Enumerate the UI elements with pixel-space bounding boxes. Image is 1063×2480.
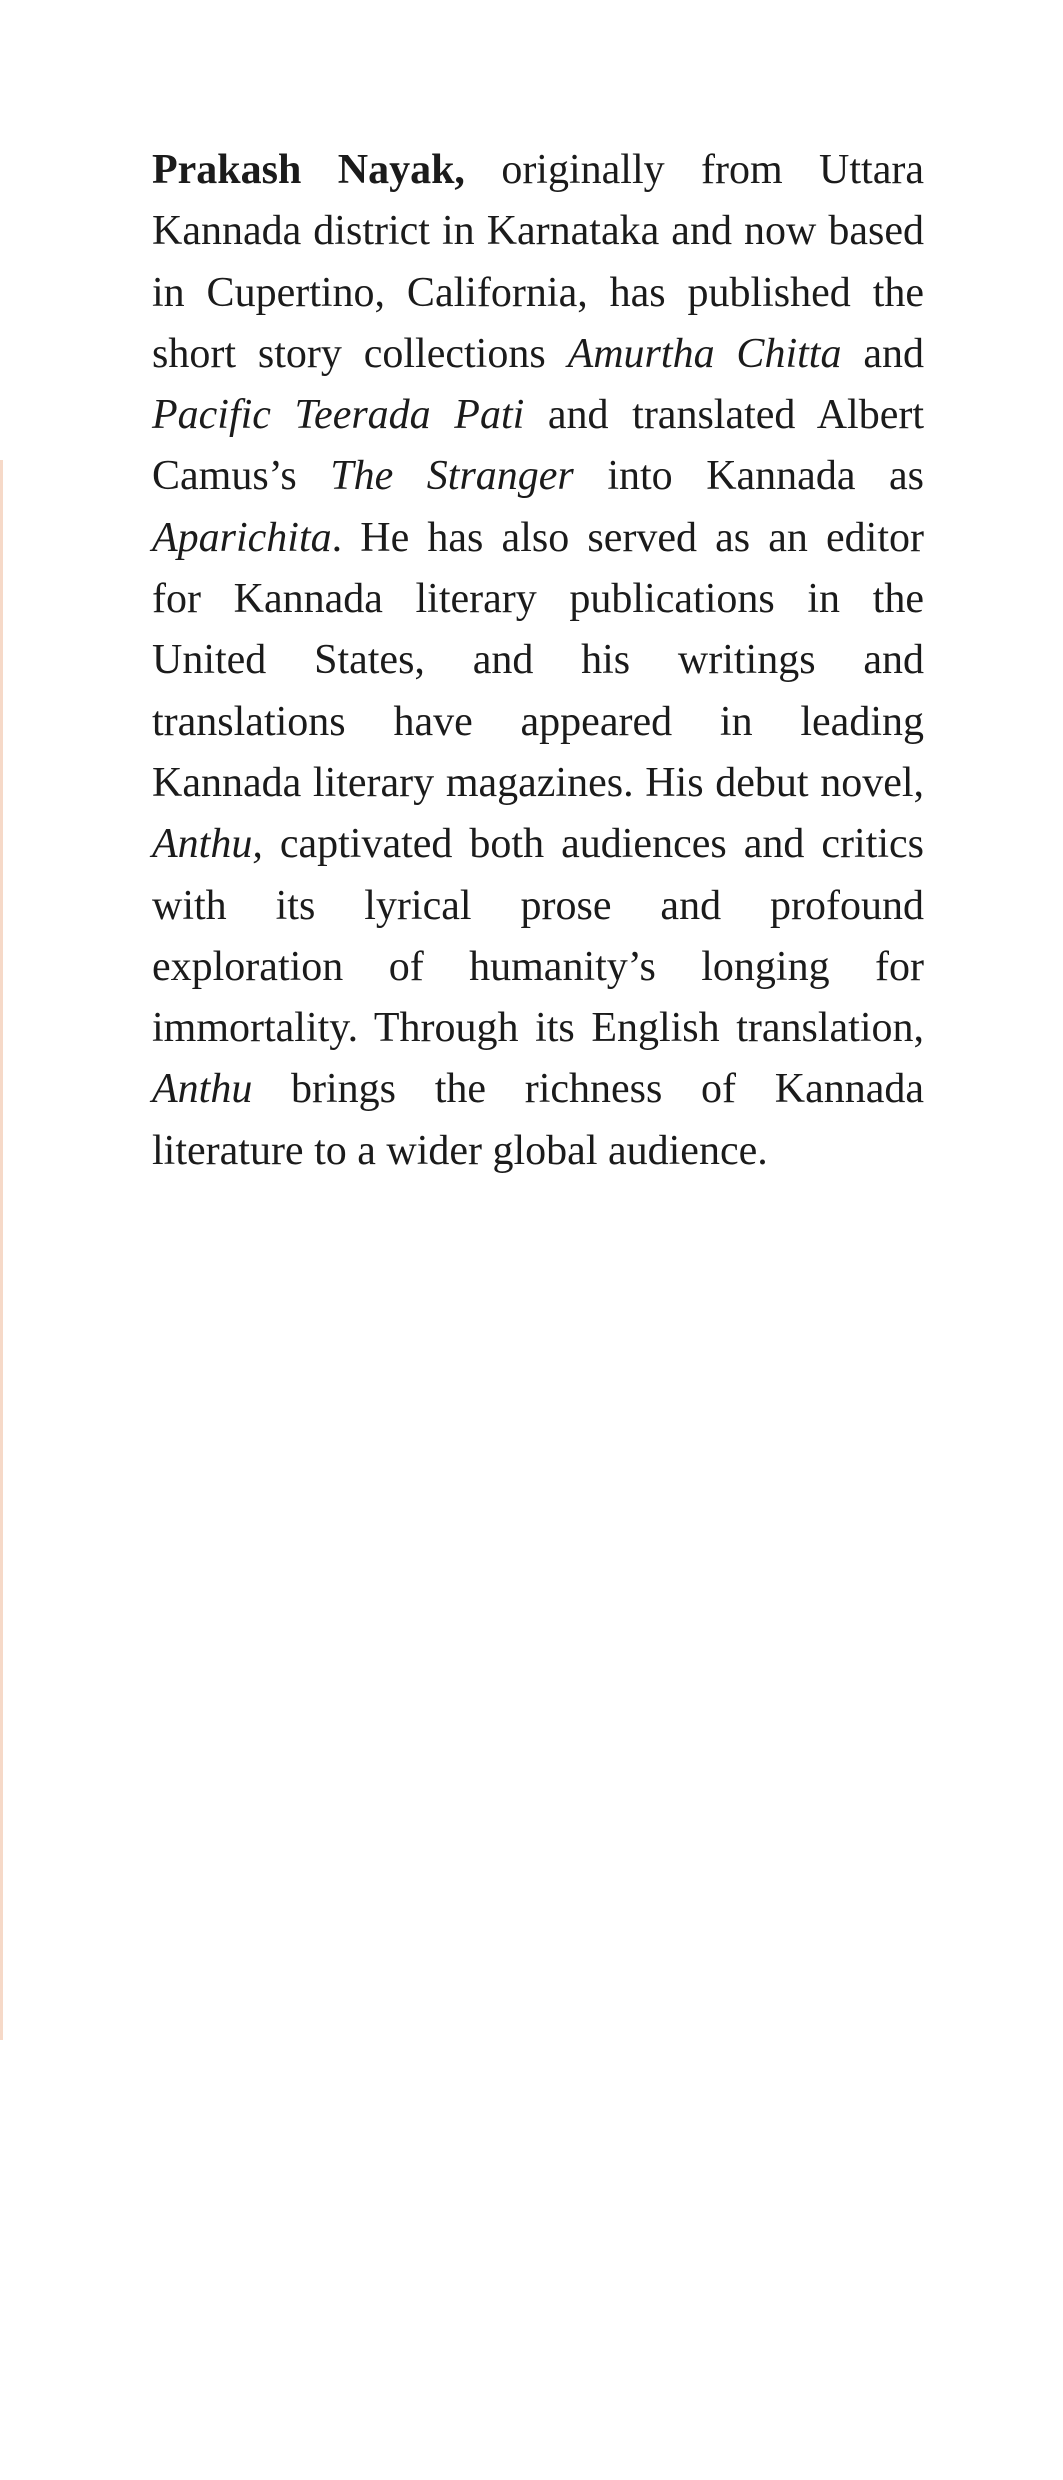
book-title: The Stranger bbox=[330, 453, 574, 500]
bio-text: brings the richness of Kannada literature to a wider global audience. bbox=[152, 1066, 924, 1174]
bio-text: captivated both audiences and critics with its lyrical prose and profound exploration of humanity’s longing for immortality. Through its English translation, bbox=[152, 821, 924, 1052]
book-title: Aparichita bbox=[152, 514, 332, 561]
book-title: Pacific Teerada Pati bbox=[152, 392, 525, 439]
book-title: Anthu, bbox=[152, 821, 263, 868]
bio-text: . He has also served as an editor for Kannada literary publications in the United States, and his writings and translations have appeared in leading Kannada literary magazines. His debut novel, bbox=[152, 514, 924, 806]
book-title: Amurtha Chitta bbox=[567, 330, 842, 377]
author-bio-paragraph bbox=[152, 140, 924, 1182]
bio-text: into Kannada as bbox=[573, 453, 924, 500]
author-name: Prakash Nayak, bbox=[152, 147, 465, 193]
book-title: Anthu bbox=[152, 1066, 253, 1113]
bio-text: and translated Albert Camus’s bbox=[152, 392, 924, 500]
bio-text: and bbox=[841, 330, 924, 377]
page-edge-line bbox=[0, 460, 3, 2040]
bio-text: originally from Uttara Kannada district in Karnataka and now based in Cupertino, California, has published the short story collections bbox=[152, 147, 924, 377]
